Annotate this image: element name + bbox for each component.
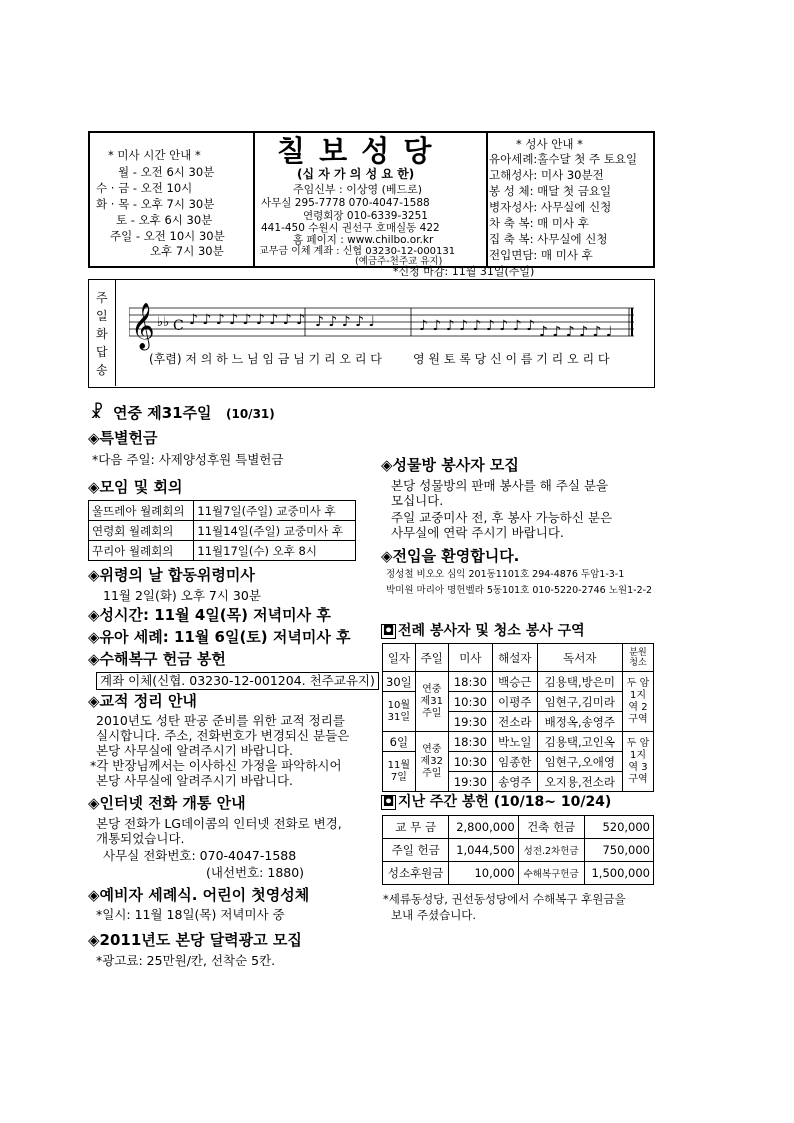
offering-label: 주일 헌금 [383,839,449,862]
welcome-heading: ◈전입을 환영합니다. [381,547,520,565]
box-icon: ◘ [382,623,395,639]
reader-cell: 오지용,전소라 [537,772,622,792]
offering-amount: 10,000 [449,862,518,885]
council-phone: 연령회장 010-6339-3251 [303,210,428,222]
census-heading: ◈교적 정리 안내 [88,692,197,710]
meeting-name: 연령회 월례회의 [89,521,194,541]
sunday-date: (10/31) [226,407,275,421]
gift-shop-line: 모십니다. [391,493,444,508]
table-row [89,501,356,521]
meeting-time: 11월17일(수) 오후 8시 [194,541,356,561]
meeting-time: 11월7일(주일) 교중미사 후 [194,501,356,521]
col-header: 주일 [415,644,448,672]
holy-hour: ◈성시간: 11월 4일(목) 저녁미사 후 [88,606,331,624]
gift-shop-line: 사무실에 연락 주시기 바랍니다. [391,525,564,540]
col-header: 미사 [448,644,492,672]
sacraments-box [488,133,653,266]
mass-time-line: 월 - 오전 6시 30분 [118,165,215,179]
offering-label: 건축 헌금 [518,816,584,839]
svg-text:♭♭: ♭♭ [157,315,170,330]
offering-amount: 750,000 [584,839,653,862]
pastor: 주임신부 : 이상영 (베드로) [293,183,423,196]
commentator-cell: 박노일 [493,732,538,752]
gift-shop-line: 본당 성물방의 판매 봉사를 해 주실 분을 [391,478,609,493]
sunday-title: 연중 제31주일 [113,404,212,422]
liturgy-table [382,643,654,792]
catechumen-heading: ◈예비자 세례식. 어린이 첫영성체 [88,886,310,904]
meeting-time: 11월14일(주일) 교중미사 후 [194,521,356,541]
address: 441-450 수원시 권선구 호매실동 422 [261,222,440,234]
sacrament-line: 고해성사: 미사 30분전 [489,168,604,182]
box-icon: ◘ [382,794,395,810]
memorial-mass-text: 11월 2일(화) 오후 7시 30분 [103,588,261,603]
calendar-ad-text: *광고료: 25만원/칸, 선착순 5칸. [96,953,276,968]
offering-amount: 520,000 [584,816,653,839]
day-cell: 30일 [383,672,416,692]
mass-time-cell: 19:30 [448,772,492,792]
census-line: 본당 사무실에 알려주시기 바랍니다. [96,743,294,758]
census-line: 2010년도 성탄 판공 준비를 위한 교적 정리를 [96,713,345,728]
internet-phone-line: 개통되었습니다. [96,831,185,846]
mass-time-line: 화 · 목 - 오후 7시 30분 [96,197,215,211]
reader-cell: 임현구,김미라 [537,692,622,712]
responsorial-psalm [88,279,655,388]
account: 교무금 이체 계좌 : 신협 03230-12-000131 [259,246,456,257]
mass-time-cell: 18:30 [448,672,492,692]
table-row [383,644,654,672]
gift-shop-heading: ◈성물방 봉사자 모집 [381,456,519,474]
offering-heading: 지난 주간 봉헌 (10/18~ 10/24) [398,794,612,810]
label-char: 답 [96,345,108,359]
table-row [383,672,654,692]
welcome-line: 박미원 마리아 명헌벨라 5동101호 010-5220-2746 노원1-2-2 [386,585,653,596]
col-header: 독서자 [537,644,622,672]
infant-baptism: ◈유아 세례: 11월 6일(토) 저녁미사 후 [88,628,351,646]
meetings-heading: ◈모임 및 회의 [88,478,183,496]
commentator-cell: 송영주 [493,772,538,792]
parish-name: 칠 보 성 당 [277,134,434,168]
census-line: 본당 사무실에 알려주시기 바랍니다. [96,773,294,788]
bulletin-header [88,131,655,268]
parish-info-box [255,133,488,266]
meetings-table [88,500,356,561]
mass-time-cell: 10:30 [448,752,492,772]
offering-amount: 1,044,500 [449,839,518,862]
calendar-ad-heading: ◈2011년도 본당 달력광고 모집 [88,931,302,949]
sacraments-title: * 성사 안내 * [516,137,583,151]
sacrament-line: 전입면담: 매 미사 후 [489,248,593,262]
table-row [89,541,356,561]
day-cell: 6일 [383,732,416,752]
reader-cell: 김용택,고인옥 [537,732,622,752]
reader-cell: 임현구,오애영 [537,752,622,772]
offering-note: *세류동성당, 권선동성당에서 수해복구 후원금을 [383,892,626,906]
offering-table [382,815,654,885]
offering-note: 보내 주셨습니다. [391,908,477,922]
welcome-line: 정성철 비오오 심익 201동1101호 294-4876 두암1-3-1 [386,569,625,580]
sacrament-line: 집 축 복: 사무실에 신청 [489,232,608,246]
internet-phone-line: 본당 전화가 LG데이콤의 인터넷 전화로 변경, [96,816,342,831]
offering-label: 성소후원금 [383,862,449,885]
label-char: 송 [96,363,108,377]
svg-text:𝄞: 𝄞 [131,303,155,349]
table-row [89,521,356,541]
col-header: 해설자 [493,644,538,672]
flood-relief-text: 계좌 이체(신협. 03230-12-001204. 천주교유지) [96,672,379,690]
commentator-cell: 전소라 [493,712,538,732]
mass-time-line: 수 · 금 - 오전 10시 [96,181,193,195]
lyrics-refrain: (후렴) 저 의 하 느 님 임 금 님 기 리 오 리 다 [149,352,382,366]
label-char: 주 [96,291,108,305]
cleaning-area-cell: 두 암 1지역 3구역 [623,732,654,792]
internet-phone-line: (내선번호: 1880) [206,865,305,880]
sacrament-line: 병자성사: 사무실에 신청 [489,200,612,214]
sacrament-deadline: *신청 마감: 11월 31일(주일) [393,265,535,278]
svg-text:♪ ♪ ♪ ♪ ♪ ♪ ♪ ♪ ♪: ♪ ♪ ♪ ♪ ♪ ♪ ♪ ♪ ♪ [189,312,306,328]
sunday-cell: 연중 제31 주일 [415,672,448,732]
reader-cell: 배정옥,송영주 [537,712,622,732]
label-char: 화 [96,327,108,341]
commentator-cell: 백승근 [493,672,538,692]
mass-time-cell: 18:30 [448,732,492,752]
chi-rho-icon: ☧ [90,403,104,423]
mass-time-line: 오후 7시 30분 [150,244,224,258]
meeting-name: 꾸리아 월례회의 [89,541,194,561]
reader-cell: 김용택,방은미 [537,672,622,692]
offering-label: 수해복구헌금 [518,862,584,885]
census-line: *각 반장님께서는 이사하신 가정을 파악하시어 [90,758,342,773]
homepage: 홈 페이지 : www.chilbo.or.kr [293,234,434,246]
census-line: 실시합니다. 주소, 전화번호가 변경되신 분들은 [96,728,350,743]
mass-times-title: * 미사 시간 안내 * [108,148,201,162]
offering-label: 성전.2차헌금 [518,839,584,862]
sacrament-line: 봉 성 체: 매달 첫 금요일 [489,184,612,198]
memorial-mass-heading: ◈위령의 날 합동위령미사 [88,566,255,584]
day-cell: 10월 31일 [383,692,416,732]
col-header: 분원청소 [623,644,654,672]
mass-time-line: 주일 - 오전 10시 30분 [110,229,225,243]
day-cell: 11월 7일 [383,752,416,792]
meeting-name: 울뜨레아 월례회의 [89,501,194,521]
account-holder: (예금주-천주교 유지) [355,256,443,267]
special-collection-text: *다음 주일: 사제양성후원 특별헌금 [92,452,284,467]
parish-subtitle: (십 자 가 의 성 요 한) [297,167,415,181]
internet-phone-line: 사무실 전화번호: 070-4047-1588 [103,848,297,863]
commentator-cell: 임종한 [493,752,538,772]
special-collection-heading: ◈특별헌금 [88,429,158,447]
office-phone: 사무실 295-7778 070-4047-1588 [261,197,430,209]
mass-times-box [90,133,255,266]
svg-text:♪ ♪ ♪ ♪ ♩: ♪ ♪ ♪ ♪ ♩ [315,314,376,330]
sacrament-line: 차 축 복: 매 미사 후 [489,216,589,230]
offering-amount: 2,800,000 [449,816,518,839]
mass-time-cell: 10:30 [448,692,492,712]
flood-relief-heading: ◈수해복구 헌금 봉헌 [88,650,226,668]
catechumen-text: *일시: 11월 18일(목) 저녁미사 중 [96,907,285,922]
gift-shop-line: 주일 교중미사 전, 후 봉사 가능하신 분은 [391,510,613,525]
table-row [383,862,654,885]
music-staff [129,300,639,352]
lyrics-second: 영 원 토 록 당 신 이 름 기 리 오 리 다 [413,352,610,366]
table-row [383,839,654,862]
internet-phone-heading: ◈인터넷 전화 개통 안내 [88,794,246,812]
mass-time-line: 토 - 오후 6시 30분 [116,213,213,227]
liturgy-heading: 전례 봉사자 및 청소 봉사 구역 [398,623,585,639]
col-header: 일자 [383,644,416,672]
cleaning-area-cell: 두 암 1지역 2구역 [623,672,654,732]
svg-text:C: C [173,318,184,334]
offering-amount: 1,500,000 [584,862,653,885]
svg-text:♪ ♪ ♪ ♪ ♪ ♪ ♪ ♪ ♪: ♪ ♪ ♪ ♪ ♪ ♪ ♪ ♪ ♪ [419,318,536,334]
sunday-cell: 연중 제32 주일 [415,732,448,792]
mass-time-cell: 19:30 [448,712,492,732]
svg-text:♪ ♪ ♪ ♪ ♪ ♩: ♪ ♪ ♪ ♪ ♪ ♩ [539,324,613,340]
table-row [383,816,654,839]
sacrament-line: 유아세례:홀수달 첫 주 토요일 [489,152,638,166]
offering-label: 교 무 금 [383,816,449,839]
commentator-cell: 이평주 [493,692,538,712]
label-char: 일 [96,309,108,323]
responsorial-label [89,280,116,386]
table-row [383,732,654,752]
